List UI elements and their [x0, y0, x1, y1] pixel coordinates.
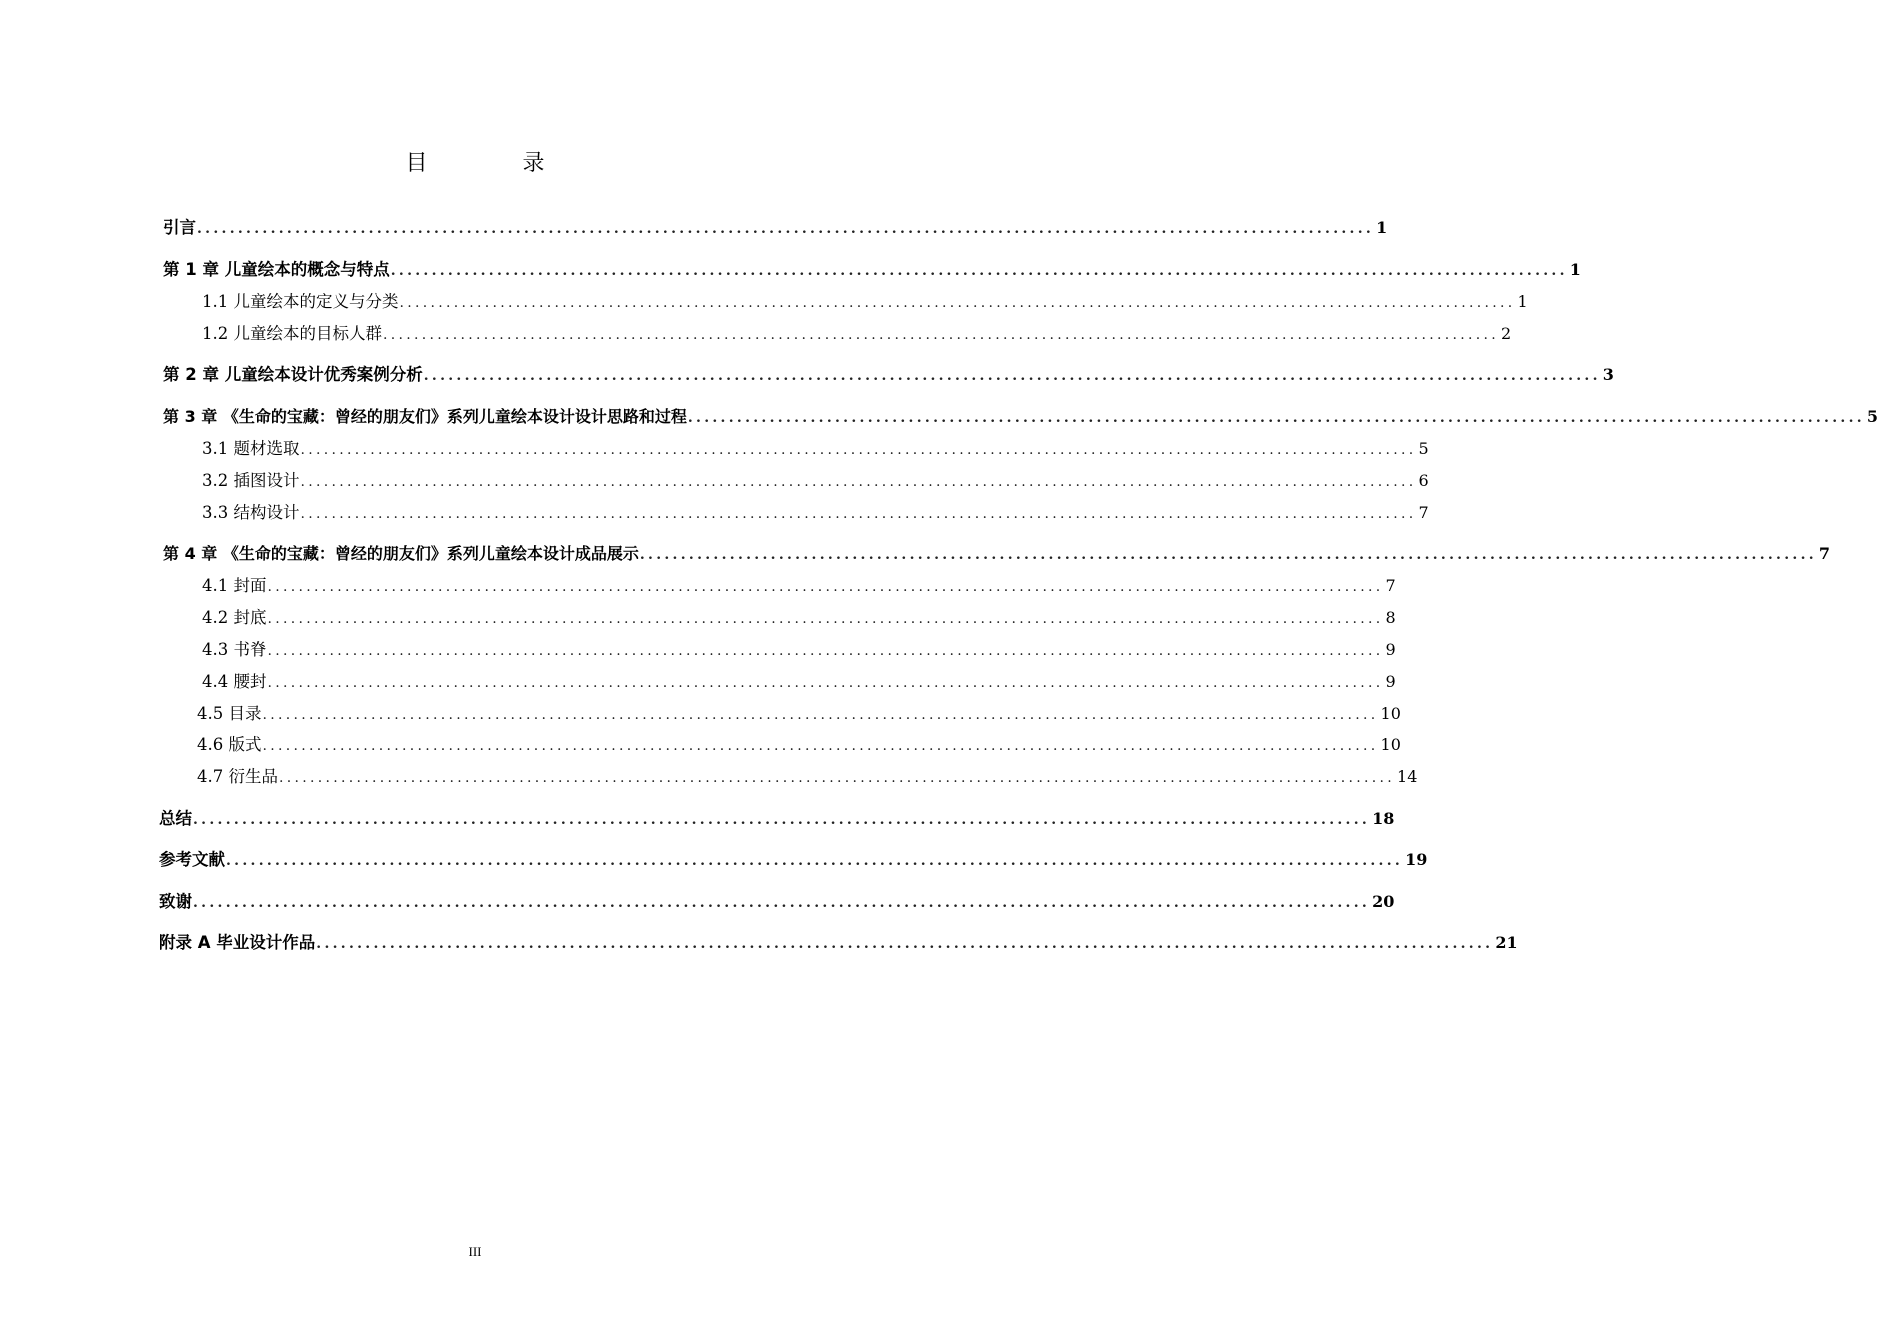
toc-entry-acknowledgements[interactable]	[159, 890, 1395, 914]
toc-entry-page: 18	[1372, 809, 1395, 828]
dot-leader: ................................................................................................................................................	[193, 812, 1371, 828]
dot-leader: ................................................................................................................................................	[399, 295, 1516, 311]
toc-entry-page: 5	[1866, 407, 1878, 426]
dot-leader: ................................................................................................................................................	[639, 547, 1817, 563]
toc-entry-page: 21	[1495, 933, 1518, 952]
dot-leader: ................................................................................................................................................	[267, 675, 1384, 691]
toc-entry-summary[interactable]	[159, 807, 1395, 831]
toc-entry-page: 8	[1385, 608, 1396, 627]
toc-entry-chapter-1[interactable]	[163, 258, 1581, 282]
toc-entry-page: 10	[1380, 735, 1401, 754]
dot-leader: ................................................................................................................................................	[262, 707, 1379, 723]
toc-entry-chapter-3[interactable]	[163, 405, 1878, 429]
dot-leader: ................................................................................................................................................	[193, 895, 1371, 911]
toc-entry-label: 1.1 儿童绘本的定义与分类	[202, 292, 399, 311]
toc-entry-section-4-5[interactable]	[197, 702, 1401, 726]
toc-entry-page: 1	[1569, 260, 1581, 279]
dot-leader: ................................................................................................................................................	[390, 263, 1568, 279]
toc-entry-label: 3.1 题材选取	[202, 439, 300, 458]
dot-leader: ................................................................................................................................................	[316, 936, 1494, 952]
toc-entry-section-3-1[interactable]	[202, 437, 1429, 461]
toc-entry-label: 第 2 章 儿童绘本设计优秀案例分析	[163, 365, 423, 384]
toc-entry-label: 4.1 封面	[202, 576, 267, 595]
toc-entry-page: 2	[1501, 324, 1512, 343]
toc-entry-page: 6	[1418, 471, 1429, 490]
toc-entry-label: 4.5 目录	[197, 704, 262, 723]
toc-entry-appendix-a[interactable]	[159, 931, 1518, 955]
toc-entry-page: 3	[1602, 365, 1614, 384]
toc-entry-section-1-1[interactable]	[202, 290, 1528, 314]
toc-entry-page: 9	[1385, 672, 1396, 691]
dot-leader: ................................................................................................................................................	[383, 327, 1500, 343]
toc-entry-label: 参考文献	[159, 850, 225, 869]
toc-entry-page: 7	[1418, 503, 1429, 522]
toc-entry-label: 4.4 腰封	[202, 672, 267, 691]
toc-entry-label: 4.7 衍生品	[197, 767, 278, 786]
toc-entry-label: 第 1 章 儿童绘本的概念与特点	[163, 260, 390, 279]
page-number: III	[468, 1244, 482, 1259]
dot-leader: ................................................................................................................................................	[300, 474, 1417, 490]
toc-entry-page: 20	[1372, 892, 1395, 911]
toc-entry-label: 4.3 书脊	[202, 640, 267, 659]
dot-leader: ................................................................................................................................................	[262, 738, 1379, 754]
toc-entry-section-4-6[interactable]	[197, 733, 1401, 757]
toc-entry-label: 引言	[163, 218, 196, 237]
dot-leader: ................................................................................................................................................	[300, 506, 1417, 522]
dot-leader: ................................................................................................................................................	[267, 579, 1384, 595]
toc-entry-page: 1	[1517, 292, 1528, 311]
dot-leader: ................................................................................................................................................	[279, 770, 1396, 786]
toc-entry-label: 3.2 插图设计	[202, 471, 300, 490]
toc-entry-page: 5	[1418, 439, 1429, 458]
toc-entry-section-4-1[interactable]	[202, 574, 1396, 598]
toc-entry-label: 4.2 封底	[202, 608, 267, 627]
toc-entry-page: 14	[1397, 767, 1418, 786]
dot-leader: ................................................................................................................................................	[226, 853, 1404, 869]
toc-entry-intro[interactable]	[163, 216, 1388, 240]
toc-entry-page: 10	[1380, 704, 1401, 723]
toc-entry-page: 1	[1376, 218, 1388, 237]
toc-entry-label: 第 3 章 《生命的宝藏：曾经的朋友们》系列儿童绘本设计设计思路和过程	[163, 407, 687, 426]
dot-leader: ................................................................................................................................................	[267, 643, 1384, 659]
toc-entry-page: 9	[1385, 640, 1396, 659]
toc-entry-section-4-2[interactable]	[202, 606, 1396, 630]
dot-leader: ................................................................................................................................................	[300, 442, 1417, 458]
toc-entry-label: 总结	[159, 809, 192, 828]
toc-entry-section-3-3[interactable]	[202, 501, 1429, 525]
toc-entry-references[interactable]	[159, 848, 1428, 872]
toc-entry-section-1-2[interactable]	[202, 322, 1512, 346]
toc-entry-label: 4.6 版式	[197, 735, 262, 754]
toc-entry-label: 第 4 章 《生命的宝藏：曾经的朋友们》系列儿童绘本设计成品展示	[163, 544, 639, 563]
toc-entry-section-4-4[interactable]	[202, 670, 1396, 694]
dot-leader: ................................................................................................................................................	[687, 410, 1865, 426]
toc-entry-label: 附录 A 毕业设计作品	[159, 933, 316, 952]
toc-title: 目 录	[405, 151, 589, 176]
toc-entry-section-3-2[interactable]	[202, 469, 1429, 493]
toc-entry-page: 7	[1385, 576, 1396, 595]
toc-entry-label: 3.3 结构设计	[202, 503, 300, 522]
toc-entry-label: 1.2 儿童绘本的目标人群	[202, 324, 382, 343]
toc-entry-section-4-3[interactable]	[202, 638, 1396, 662]
dot-leader: ................................................................................................................................................	[267, 611, 1384, 627]
toc-entry-page: 7	[1818, 544, 1831, 563]
toc-entry-label: 致谢	[159, 892, 192, 911]
toc-entry-section-4-7[interactable]	[197, 765, 1418, 789]
toc-entry-chapter-2[interactable]	[163, 363, 1614, 387]
dot-leader: ................................................................................................................................................	[423, 368, 1601, 384]
dot-leader: ................................................................................................................................................	[197, 221, 1375, 237]
toc-entry-chapter-4[interactable]	[163, 542, 1831, 566]
toc-entry-page: 19	[1405, 850, 1428, 869]
